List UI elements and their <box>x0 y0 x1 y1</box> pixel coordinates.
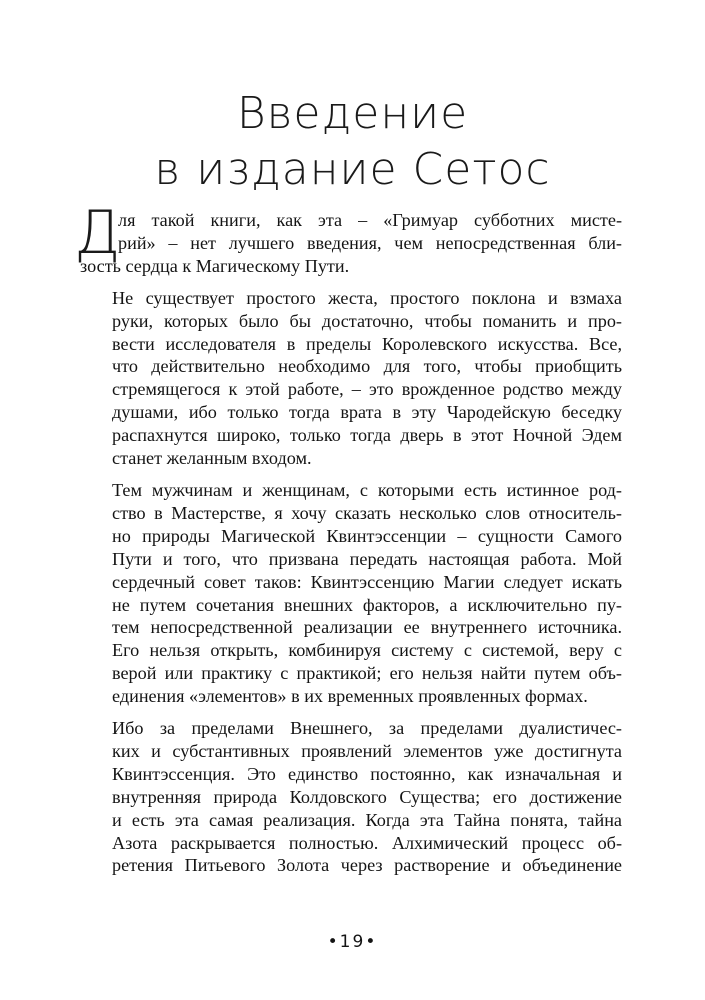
text-line: верой или практику с практикой; его нельзя найти путем объ- <box>112 663 622 684</box>
paragraph-2 <box>80 287 622 470</box>
text-line: Квинтэссенция. Это единство постоянно, как изначальная и <box>112 763 622 784</box>
text-line: рий» – нет лучшего введения, чем непосредственная бли- <box>118 232 622 253</box>
body-text <box>74 198 622 886</box>
text-line: распахнутся широко, только тогда дверь в этот Ночной Эдем <box>112 425 622 446</box>
text-line: руки, которых было бы достаточно, чтобы поманить и про- <box>112 310 622 331</box>
text-line: внутренняя природа Колдовского Существа; его достижение <box>112 786 622 807</box>
text-line: ля такой книги, как эта – «Гримуар субботних мисте- <box>118 210 622 230</box>
text-line: стремящегося к этой работе, – это врожденное родство между <box>112 379 622 400</box>
paragraph-3 <box>80 479 622 708</box>
text-line: зость сердца к Магическому Пути. <box>80 255 350 276</box>
text-line: и есть эта самая реализация. Когда эта Тайна понята, тайна <box>112 809 622 830</box>
text-line: Ибо за пределами Внешнего, за пределами дуалистичес- <box>112 718 622 739</box>
drop-cap: Д <box>74 198 121 268</box>
chapter-title-line-1: Введение <box>236 88 469 139</box>
page-number: •19• <box>327 932 378 952</box>
text-line: не путем сочетания внешних факторов, а исключительно пу- <box>112 594 622 615</box>
text-line: Не существует простого жеста, простого поклона и взмаха <box>112 287 622 308</box>
text-line: ство в Мастерстве, я хочу сказать несколько слов относитель- <box>112 502 622 523</box>
text-line: но природы Магической Квинтэссенции – сущности Самого <box>112 525 622 546</box>
text-line: что действительно необходимо для того, чтобы приобщить <box>112 356 622 377</box>
text-line: тем непосредственной реализации ее внутреннего источника. <box>112 617 622 638</box>
text-line: Его нельзя открыть, комбинируя систему с системой, веру с <box>112 640 622 661</box>
text-line: станет желанным входом. <box>112 448 312 469</box>
chapter-title-line-2: в издание Сетос <box>154 144 551 195</box>
text-line: Тем мужчинам и женщинам, с которыми есть истинное род- <box>112 479 622 500</box>
text-line: вести исследователя в пределы Королевского искусства. Все, <box>112 333 622 354</box>
text-line: Азота раскрывается полностью. Алхимический процесс об- <box>112 832 622 853</box>
text-line: Пути и того, что призвана передать настоящая работа. Мой <box>112 548 622 569</box>
text-line: душами, ибо только тогда врата в эту Чародейскую беседку <box>112 402 622 423</box>
paragraph-4 <box>80 717 622 877</box>
text-line: единения «элементов» в их временных проявленных формах. <box>112 686 588 707</box>
paragraph-1 <box>74 198 622 278</box>
text-line: ких и субстантивных проявлений элементов уже достигнута <box>112 740 622 761</box>
text-line: сердечный совет таков: Квинтэссенцию Магии следует искать <box>112 571 622 592</box>
text-line: ретения Питьевого Золота через растворение и объединение <box>112 855 622 876</box>
